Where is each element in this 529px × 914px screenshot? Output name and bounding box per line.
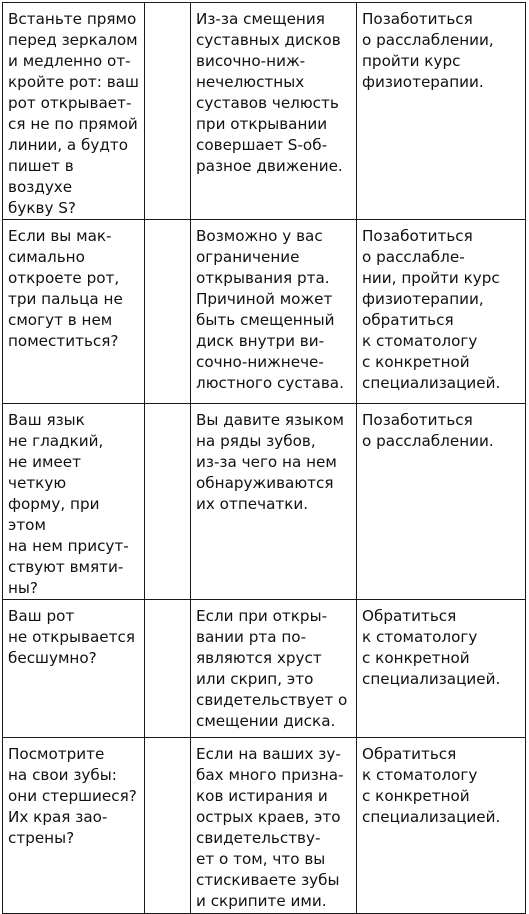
answer-checkbox-cell[interactable] xyxy=(145,738,191,914)
question-text: Встаньте прямо перед зеркалом и медленно от- кройте рот: ваш рот открывает- ся не по прямой линии, а будто пишет в воздухе букву S? xyxy=(8,10,139,217)
recommendation-text: Позаботиться о расслаблении. xyxy=(362,411,494,450)
question-text: Ваш рот не открывается бесшумно? xyxy=(8,607,135,667)
table-row xyxy=(3,738,526,914)
table-row xyxy=(3,220,526,404)
answer-checkbox-cell[interactable] xyxy=(145,600,191,738)
explanation-text: Из-за смещения суставных дисков височно-ниж- нечелюстных суставов челюсть при открывании совершает S-об- разное движение. xyxy=(196,10,343,175)
table-row xyxy=(3,3,526,220)
explanation-text: Если при откры- вании рта по- являются хруст или скрип, это свидетельствует о смещении диска. xyxy=(196,607,348,730)
answer-checkbox-cell[interactable] xyxy=(145,404,191,600)
explanation-cell xyxy=(191,220,357,404)
recommendation-cell xyxy=(357,220,526,404)
recommendation-text: Обратиться к стоматологу с конкретной специализацией. xyxy=(362,745,501,826)
explanation-cell xyxy=(191,404,357,600)
explanation-cell xyxy=(191,3,357,220)
question-text: Посмотрите на свои зубы: они стершиеся? Их края зао- стрены? xyxy=(8,745,137,847)
question-text: Если вы мак- симально откроете рот, три пальца не смогут в нем поместиться? xyxy=(8,227,123,350)
explanation-text: Если на ваших зу- бах много призна- ков истирания и острых краев, это свидетельству- ет о том, что вы стискиваете зубы и скрипите ими. xyxy=(196,745,344,910)
recommendation-text: Позаботиться о расслаблении, пройти курс физиотерапии. xyxy=(362,10,494,91)
question-cell xyxy=(3,600,145,738)
recommendation-cell xyxy=(357,3,526,220)
explanation-text: Вы давите языком на ряды зубов, из-за чего на нем обнаруживаются их отпечатки. xyxy=(196,411,345,513)
recommendation-cell xyxy=(357,738,526,914)
question-cell xyxy=(3,404,145,600)
explanation-cell xyxy=(191,600,357,738)
recommendation-text: Обратиться к стоматологу с конкретной специализацией. xyxy=(362,607,501,688)
answer-checkbox-cell[interactable] xyxy=(145,220,191,404)
table-row xyxy=(3,404,526,600)
recommendation-text: Позаботиться о расслабле- нии, пройти курс физиотерапии, обратиться к стоматологу с конкретной специализацией. xyxy=(362,227,501,392)
question-text: Ваш язык не гладкий, не имеет четкую форму, при этом на нем присут- ствуют вмяти- ны? xyxy=(8,411,129,597)
explanation-cell xyxy=(191,738,357,914)
question-cell xyxy=(3,220,145,404)
recommendation-cell xyxy=(357,600,526,738)
answer-checkbox-cell[interactable] xyxy=(145,3,191,220)
symptom-table xyxy=(2,2,526,914)
recommendation-cell xyxy=(357,404,526,600)
question-cell xyxy=(3,738,145,914)
table-row xyxy=(3,600,526,738)
explanation-text: Возможно у вас ограничение открывания рта. Причиной может быть смещенный диск внутри ви- сочно-нижнече- люстного сустава. xyxy=(196,227,344,392)
question-cell xyxy=(3,3,145,220)
